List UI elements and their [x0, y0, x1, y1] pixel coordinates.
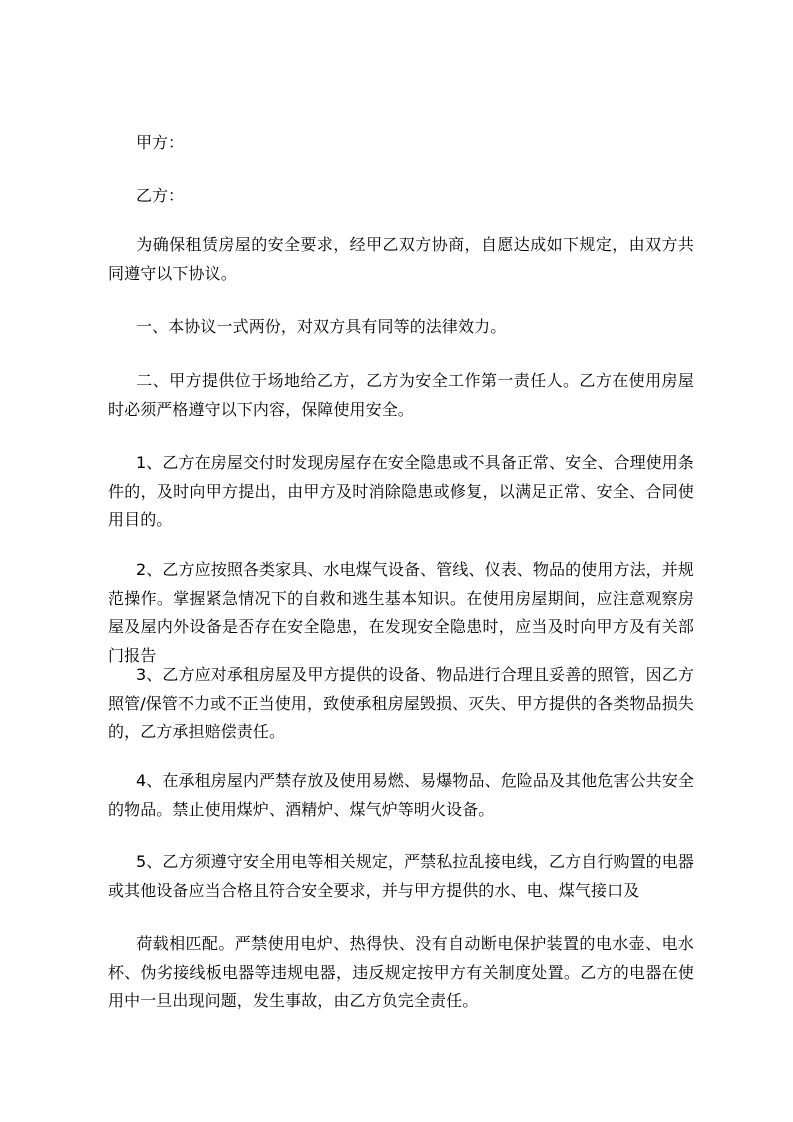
item-5-continued-text: 荷载相匹配。严禁使用电炉、热得快、没有自动断电保护装置的电水壶、电水杯、伪劣接线板电器等违规电器，违反规定按甲方有关制度处置。乙方的电器在使用中一旦出现问题，发生事故，由乙方负完全责任。	[108, 934, 694, 1010]
item-2-paragraph	[108, 556, 694, 670]
item-1-text: 1、乙方在房屋交付时发现房屋存在安全隐患或不具备正常、安全、合理使用条件的，及时向甲方提出，由甲方及时消除隐患或修复，以满足正常、安全、合同使用目的。	[108, 453, 694, 529]
item-3-paragraph	[108, 661, 694, 747]
item-4-text: 4、在承租房屋内严禁存放及使用易燃、易爆物品、危险品及其他危害公共安全的物品。禁止使用煤炉、酒精炉、煤气炉等明火设备。	[108, 771, 694, 819]
intro-text: 为确保租赁房屋的安全要求，经甲乙双方协商，自愿达成如下规定，由双方共同遵守以下协议。	[108, 235, 694, 283]
party-a-label: 甲方：	[136, 133, 185, 152]
item-4-paragraph	[108, 767, 694, 824]
item-5-paragraph	[108, 848, 694, 905]
item-5-continued-paragraph	[108, 930, 694, 1016]
clause-2-paragraph	[108, 367, 694, 424]
item-2-text: 2、乙方应按照各类家具、水电煤气设备、管线、仪表、物品的使用方法，并规范操作。掌握紧急情况下的自救和逃生基本知识。在使用房屋期间，应注意观察房屋及屋内外设备是否存在安全隐患，在发现安全隐患时，应当及时向甲方及有关部门报告	[108, 560, 694, 665]
clause-1-text: 一、本协议一式两份，对双方具有同等的法律效力。	[136, 317, 507, 336]
item-3-text: 3、乙方应对承租房屋及甲方提供的设备、物品进行合理且妥善的照管，因乙方照管/保管不力或不正当使用，致使承租房屋毁损、灭失、甲方提供的各类物品损失的，乙方承担赔偿责任。	[108, 665, 694, 741]
item-5-text: 5、乙方须遵守安全用电等相关规定，严禁私拉乱接电线，乙方自行购置的电器或其他设备应当合格且符合安全要求，并与甲方提供的水、电、煤气接口及	[108, 852, 694, 900]
clause-2-text: 二、甲方提供位于场地给乙方，乙方为安全工作第一责任人。乙方在使用房屋时必须严格遵守以下内容，保障使用安全。	[108, 371, 694, 419]
clause-1-paragraph	[108, 313, 694, 342]
item-1-paragraph	[108, 449, 694, 535]
party-b-label: 乙方：	[136, 186, 185, 205]
intro-paragraph	[108, 231, 694, 288]
